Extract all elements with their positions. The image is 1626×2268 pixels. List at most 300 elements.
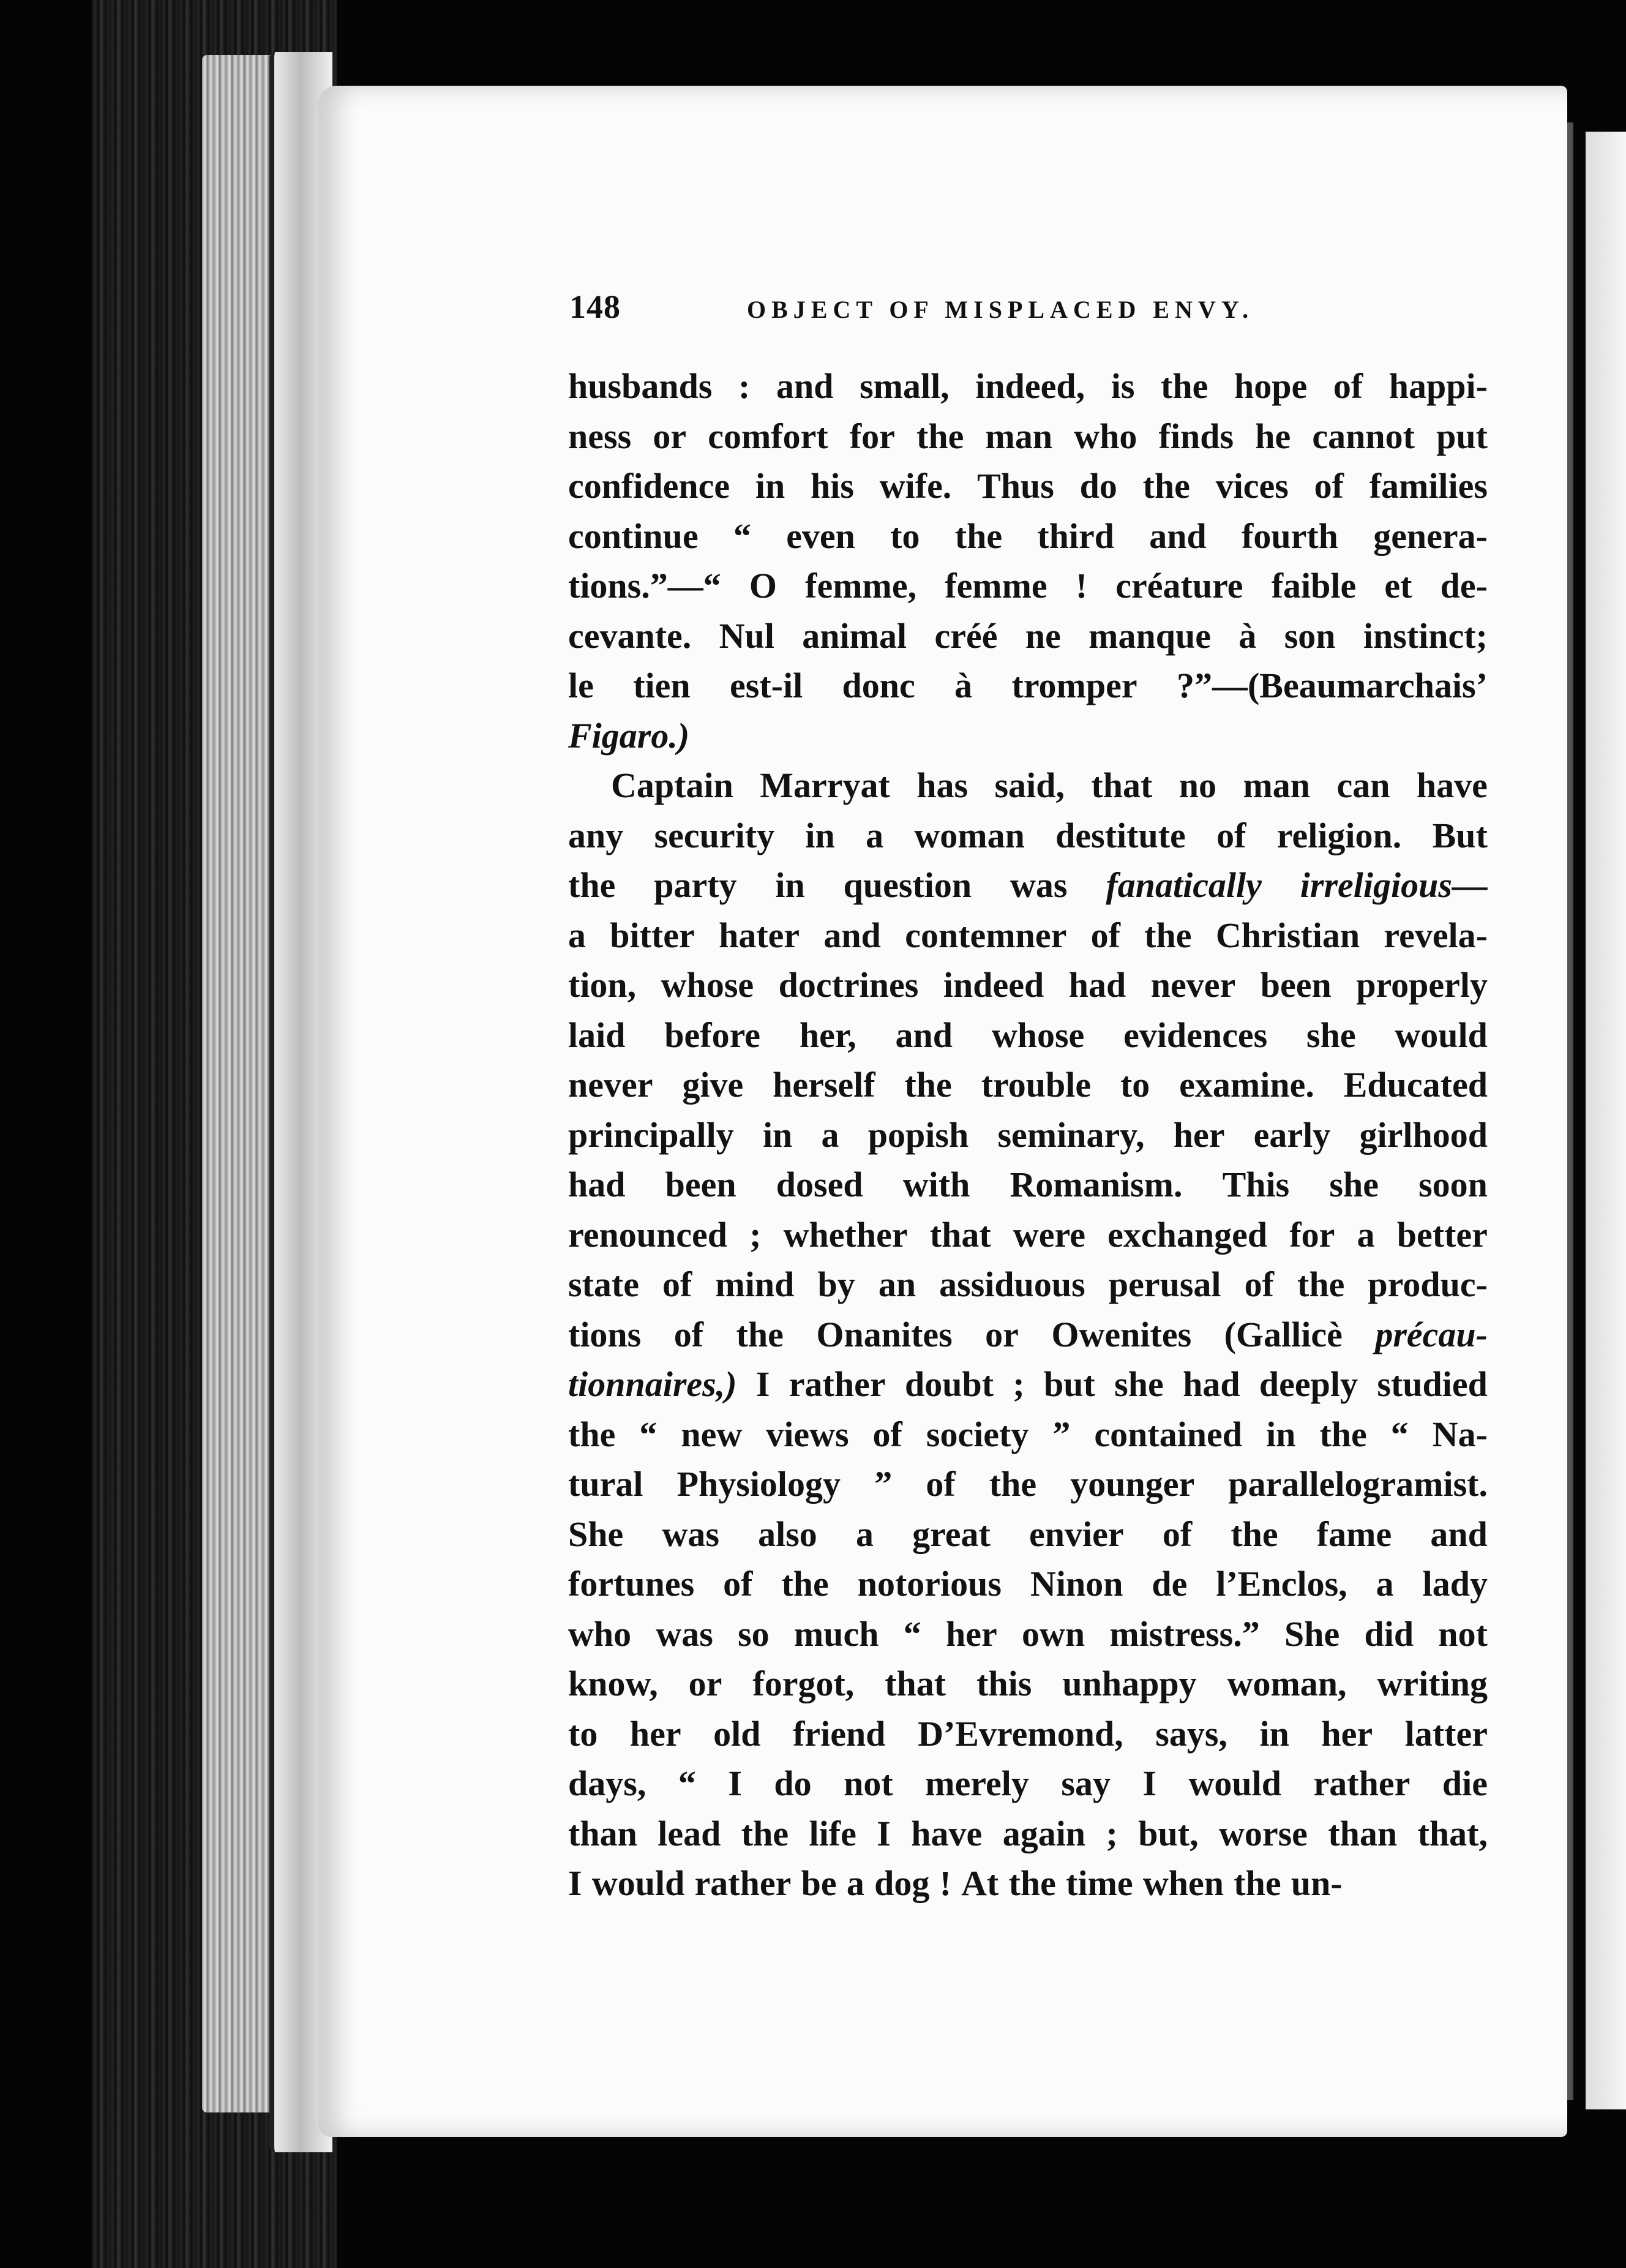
text-word: Physiology	[676, 1464, 841, 1504]
text-word: a	[1376, 1564, 1394, 1604]
text-word: a	[1357, 1214, 1375, 1255]
text-word: or	[688, 1664, 722, 1703]
running-head	[569, 288, 1518, 331]
text-word: time	[1066, 1863, 1133, 1903]
text-word: man	[1243, 765, 1311, 805]
text-word: had	[1068, 965, 1126, 1005]
text-word: of	[1314, 466, 1344, 506]
text-line	[568, 661, 1488, 711]
text-word: security	[654, 815, 775, 855]
text-word: cevante.	[568, 615, 692, 656]
text-word: merely	[925, 1763, 1029, 1803]
text-line	[568, 811, 1488, 861]
text-word: D’Evremond,	[918, 1713, 1123, 1754]
text-line	[568, 1260, 1488, 1310]
text-word: latter	[1404, 1713, 1488, 1754]
text-word: comfort	[708, 416, 828, 456]
text-word: a	[855, 1514, 874, 1554]
text-word: whose	[661, 965, 754, 1005]
text-word: small,	[860, 366, 950, 406]
text-word: the	[916, 416, 964, 456]
text-word: At	[961, 1863, 999, 1903]
body-text	[568, 361, 1488, 1909]
text-line	[568, 1060, 1488, 1110]
text-word: of	[1090, 915, 1120, 955]
text-word: a	[568, 915, 586, 955]
text-word: of	[1333, 366, 1363, 406]
text-word: the	[568, 865, 616, 905]
text-line	[568, 760, 1488, 811]
text-word: herself	[773, 1065, 875, 1105]
text-word: new	[681, 1414, 743, 1454]
text-word: dosed	[776, 1165, 863, 1204]
text-word: of	[926, 1464, 956, 1504]
text-word: society	[926, 1414, 1029, 1454]
text-line	[568, 361, 1488, 411]
text-word: die	[1442, 1763, 1488, 1803]
text-word: old	[713, 1713, 761, 1754]
text-line	[568, 711, 1488, 761]
text-word: and	[776, 366, 834, 406]
text-word: She	[568, 1514, 624, 1554]
text-word: been	[1260, 965, 1332, 1005]
text-word: de-	[1440, 566, 1488, 606]
text-word: deeply	[1259, 1364, 1358, 1404]
text-word: would	[591, 1863, 685, 1903]
text-word: did	[1364, 1613, 1414, 1654]
text-line	[568, 511, 1488, 561]
text-word: woman,	[1227, 1664, 1347, 1703]
text-word: been	[665, 1165, 736, 1204]
text-word: younger	[1070, 1464, 1195, 1504]
text-word: tien	[633, 666, 691, 705]
text-word: husbands	[568, 366, 713, 406]
text-word: this	[976, 1664, 1032, 1703]
text-word: her	[629, 1713, 681, 1754]
text-word: Educated	[1343, 1065, 1488, 1105]
text-word: or	[653, 416, 687, 456]
text-line	[568, 1010, 1488, 1061]
text-word: femme	[945, 566, 1047, 606]
text-word: a	[821, 1114, 839, 1155]
text-word: he	[1255, 416, 1291, 456]
text-word: ”	[1052, 1414, 1071, 1454]
text-word: would	[1188, 1763, 1282, 1803]
text-word: vices	[1215, 466, 1289, 506]
text-word: no	[1178, 765, 1216, 805]
text-word: never	[568, 1065, 653, 1105]
text-word: Nul	[719, 615, 774, 656]
text-line	[568, 1210, 1488, 1260]
text-word: hater	[719, 915, 800, 955]
text-line	[568, 1160, 1488, 1210]
text-word: l’Enclos,	[1216, 1564, 1347, 1604]
text-word: fanatically	[1106, 865, 1262, 905]
text-word: Thus	[977, 466, 1054, 506]
text-word: produc-	[1368, 1264, 1488, 1304]
text-word: Onanites	[816, 1314, 953, 1354]
text-line	[568, 1459, 1488, 1509]
text-word: indeed,	[975, 366, 1085, 406]
text-word: his	[811, 466, 854, 506]
text-word: notorious	[857, 1564, 1002, 1604]
text-word: to	[568, 1713, 598, 1754]
text-word: the	[741, 1813, 789, 1853]
text-word: days,	[568, 1763, 646, 1803]
text-line	[568, 461, 1488, 511]
text-word: the	[954, 516, 1003, 556]
text-word: and	[823, 915, 881, 955]
text-word: Owenites	[1051, 1314, 1192, 1354]
text-word: popish	[867, 1114, 969, 1155]
text-word: was	[1010, 865, 1068, 905]
text-word: indeed	[943, 965, 1044, 1005]
text-word: said,	[994, 765, 1065, 805]
text-word: unhappy	[1062, 1664, 1197, 1703]
text-word: of	[1244, 1264, 1274, 1304]
text-word: not	[1438, 1613, 1488, 1654]
text-word: finds	[1158, 416, 1234, 456]
text-word: she	[1114, 1364, 1164, 1404]
text-word: faible	[1271, 566, 1357, 606]
text-word: in	[1259, 1713, 1289, 1754]
text-word: à	[1238, 615, 1257, 656]
text-word: the	[1231, 1514, 1278, 1554]
text-word: examine.	[1179, 1065, 1314, 1105]
text-word: envier	[1029, 1514, 1124, 1554]
text-word: whose	[991, 1015, 1085, 1055]
text-word: tions	[568, 1314, 642, 1354]
text-word: (Gallicè	[1224, 1314, 1343, 1354]
text-word: in	[805, 815, 835, 855]
text-word: man	[985, 416, 1053, 456]
text-word: the	[989, 1464, 1037, 1504]
text-word: parallelogramist.	[1228, 1464, 1488, 1504]
text-word: lead	[658, 1813, 721, 1853]
text-word: Captain	[611, 765, 733, 805]
text-word: that	[929, 1214, 991, 1255]
text-line	[568, 1310, 1488, 1360]
text-word: properly	[1356, 965, 1488, 1005]
text-word: ?”—(Beaumarchais’	[1176, 666, 1488, 705]
text-word: fame	[1316, 1514, 1392, 1554]
text-word: her	[945, 1613, 997, 1654]
text-word: than	[1328, 1813, 1398, 1853]
text-word: better	[1396, 1214, 1488, 1255]
text-line	[568, 561, 1488, 611]
text-word: ”	[874, 1464, 893, 1504]
text-word: continue	[568, 516, 699, 556]
text-word: know,	[568, 1664, 658, 1703]
text-word: mind	[715, 1264, 795, 1304]
running-title: OBJECT OF MISPLACED ENVY.	[747, 296, 1254, 323]
text-word: tural	[568, 1464, 643, 1504]
text-word: the	[904, 1065, 952, 1105]
text-word: et	[1384, 566, 1412, 606]
text-word: has	[916, 765, 968, 805]
text-word: of	[1162, 1514, 1193, 1554]
text-line	[568, 960, 1488, 1010]
text-word: do	[774, 1763, 812, 1803]
text-word: But	[1432, 815, 1488, 855]
text-word: rather	[789, 1364, 886, 1404]
text-word: in	[1266, 1414, 1296, 1454]
text-line	[568, 1110, 1488, 1160]
text-word: put	[1436, 416, 1488, 456]
text-word: à	[954, 666, 973, 705]
text-word: I	[755, 1364, 770, 1404]
text-word: Romanism.	[1010, 1165, 1183, 1204]
text-word: is	[1111, 366, 1135, 406]
text-word: that,	[1417, 1813, 1488, 1853]
text-word: ne	[1025, 615, 1061, 656]
text-word: :	[738, 366, 751, 406]
text-word: de	[1152, 1564, 1188, 1604]
text-word: studied	[1377, 1364, 1488, 1404]
text-word: mistress.”	[1109, 1613, 1260, 1654]
text-word: lady	[1422, 1564, 1488, 1604]
text-word: créé	[934, 615, 998, 656]
text-word: be	[801, 1863, 837, 1903]
text-word: soon	[1418, 1165, 1488, 1204]
text-word: the	[1319, 1414, 1367, 1454]
text-word: rather	[694, 1863, 792, 1903]
text-line	[568, 1809, 1488, 1859]
facing-page-edge	[1586, 132, 1626, 2109]
text-word: girlhood	[1359, 1114, 1488, 1155]
text-word: précau-	[1375, 1314, 1488, 1354]
text-word: “	[639, 1414, 658, 1454]
text-word: the	[1142, 466, 1190, 506]
text-word: “	[733, 516, 751, 556]
text-word: but,	[1138, 1813, 1199, 1853]
text-word: femme,	[805, 566, 917, 606]
text-word: I	[877, 1813, 891, 1853]
text-word: whether	[783, 1214, 908, 1255]
text-word: by	[817, 1264, 855, 1304]
text-word: life	[809, 1813, 856, 1853]
text-word: than	[568, 1813, 637, 1853]
text-line	[568, 411, 1488, 462]
text-word: revela-	[1384, 915, 1488, 955]
text-word: for	[849, 416, 895, 456]
text-word: to	[1120, 1065, 1150, 1105]
text-word: the	[1144, 915, 1192, 955]
text-word: destitute	[1055, 815, 1186, 855]
text-word: the	[1297, 1264, 1345, 1304]
text-word: have	[911, 1813, 983, 1853]
text-line	[568, 1858, 1488, 1909]
text-word: She	[1284, 1613, 1340, 1654]
text-word: rather	[1313, 1763, 1411, 1803]
text-word: she	[1306, 1015, 1356, 1055]
text-word: of	[1216, 815, 1246, 855]
page-number: 148	[569, 288, 621, 325]
text-word: great	[912, 1514, 991, 1554]
text-word: say	[1061, 1763, 1111, 1803]
text-word: any	[568, 815, 624, 855]
text-word: says,	[1155, 1713, 1227, 1754]
text-word: again	[1002, 1813, 1086, 1853]
text-word: Na-	[1432, 1414, 1488, 1454]
text-word: of	[723, 1564, 753, 1604]
text-word: contemner	[905, 915, 1067, 955]
text-word: “	[1390, 1414, 1409, 1454]
text-word: doubt	[904, 1364, 994, 1404]
text-word: a	[866, 815, 884, 855]
text-word: le	[568, 666, 594, 705]
text-word: in	[755, 466, 785, 506]
text-word: but	[1044, 1364, 1095, 1404]
text-word: !	[1075, 566, 1088, 606]
text-word: evidences	[1123, 1015, 1268, 1055]
text-word: in	[762, 1114, 793, 1155]
text-word: give	[682, 1065, 744, 1105]
text-word: the	[1008, 1863, 1056, 1903]
text-word: she	[1329, 1165, 1379, 1204]
text-word: for	[1289, 1214, 1335, 1255]
text-word: the	[1234, 1863, 1281, 1903]
text-word: perusal	[1108, 1264, 1221, 1304]
text-word: I	[568, 1863, 582, 1903]
text-word: were	[1013, 1214, 1085, 1255]
text-word: would	[1395, 1015, 1488, 1055]
text-word: views	[766, 1414, 849, 1454]
text-word: much	[793, 1613, 879, 1654]
text-word: O	[749, 566, 777, 606]
text-word: writing	[1377, 1664, 1488, 1703]
text-word: worse	[1218, 1813, 1308, 1853]
text-word: tromper	[1011, 666, 1137, 705]
text-word: and	[1149, 516, 1207, 556]
text-word: dog	[874, 1863, 930, 1903]
text-word: so	[738, 1613, 770, 1654]
text-word: who	[1074, 416, 1137, 456]
text-word: or	[985, 1314, 1019, 1354]
text-word: son	[1284, 615, 1336, 656]
text-word: exchanged	[1107, 1214, 1268, 1255]
text-word: “	[903, 1613, 921, 1654]
text-word: ness	[568, 416, 632, 456]
text-word: fortunes	[568, 1564, 695, 1604]
text-word: Ninon	[1030, 1564, 1123, 1604]
text-word: irreligious—	[1300, 865, 1488, 905]
text-line	[568, 611, 1488, 661]
text-word: animal	[802, 615, 907, 656]
text-word: woman	[914, 815, 1025, 855]
text-word: the	[781, 1564, 829, 1604]
text-word: confidence	[568, 466, 730, 506]
text-word: !	[939, 1863, 951, 1903]
text-word: that	[1091, 765, 1153, 805]
text-word: the	[736, 1314, 784, 1354]
text-word: un-	[1291, 1863, 1343, 1903]
text-word: third	[1037, 516, 1115, 556]
text-line	[568, 1359, 1488, 1410]
text-word: This	[1222, 1165, 1290, 1204]
text-word: tions.”—“	[568, 566, 721, 606]
text-word: even	[786, 516, 855, 556]
text-line	[568, 860, 1488, 911]
text-word: genera-	[1373, 516, 1488, 556]
text-word: have	[1416, 765, 1488, 805]
text-word: hope	[1234, 366, 1308, 406]
text-word: renounced	[568, 1214, 727, 1255]
text-word: and	[895, 1015, 953, 1055]
text-line	[568, 1709, 1488, 1759]
text-word: tion,	[568, 965, 637, 1005]
text-word: of	[662, 1264, 692, 1304]
text-line	[568, 1609, 1488, 1659]
text-word: of	[872, 1414, 902, 1454]
text-word: who	[568, 1613, 632, 1654]
text-line	[568, 1509, 1488, 1560]
text-word: the	[568, 1414, 616, 1454]
text-word: manque	[1088, 615, 1211, 656]
text-word: can	[1336, 765, 1390, 805]
text-word: also	[758, 1514, 817, 1554]
text-word: instinct;	[1363, 615, 1488, 656]
text-word: friend	[793, 1713, 886, 1754]
text-word: contained	[1094, 1414, 1243, 1454]
text-word: est-il	[730, 666, 803, 705]
text-word: an	[878, 1264, 916, 1304]
text-word: her	[1321, 1713, 1373, 1754]
text-word: donc	[842, 666, 915, 705]
text-word: question	[843, 865, 972, 905]
text-word: Figaro.)	[568, 715, 690, 756]
text-word: state	[568, 1264, 639, 1304]
text-word: doctrines	[778, 965, 919, 1005]
text-word: do	[1079, 466, 1117, 506]
text-line	[568, 1559, 1488, 1609]
text-word: when	[1142, 1863, 1224, 1903]
text-word: not	[844, 1763, 893, 1803]
text-word: Christian	[1215, 915, 1360, 955]
text-word: ;	[1106, 1813, 1118, 1853]
text-word: own	[1021, 1613, 1085, 1654]
text-word: with	[902, 1165, 970, 1204]
text-word: families	[1369, 466, 1488, 506]
text-word: of	[673, 1314, 704, 1354]
text-word: her,	[799, 1015, 856, 1055]
text-word: assiduous	[939, 1264, 1085, 1304]
text-word: I	[728, 1763, 742, 1803]
text-word: trouble	[981, 1065, 1092, 1105]
text-word: cannot	[1312, 416, 1415, 456]
text-word: and	[1430, 1514, 1488, 1554]
text-word: the	[1161, 366, 1208, 406]
text-word: laid	[568, 1015, 626, 1055]
text-word: a	[846, 1863, 864, 1903]
text-word: I	[1142, 1763, 1157, 1803]
text-word: happi-	[1388, 366, 1488, 406]
text-word: créature	[1115, 566, 1243, 606]
text-word: in	[775, 865, 805, 905]
text-line	[568, 1759, 1488, 1809]
text-word: that	[885, 1664, 946, 1703]
text-word: never	[1150, 965, 1236, 1005]
text-word: seminary,	[997, 1114, 1145, 1155]
text-word: religion.	[1276, 815, 1402, 855]
text-line	[568, 911, 1488, 961]
text-word: early	[1253, 1114, 1331, 1155]
text-word: Marryat	[760, 765, 890, 805]
text-word: was	[662, 1514, 719, 1554]
text-word: ;	[749, 1214, 762, 1255]
text-word: ;	[1013, 1364, 1025, 1404]
text-word: wife.	[879, 466, 952, 506]
